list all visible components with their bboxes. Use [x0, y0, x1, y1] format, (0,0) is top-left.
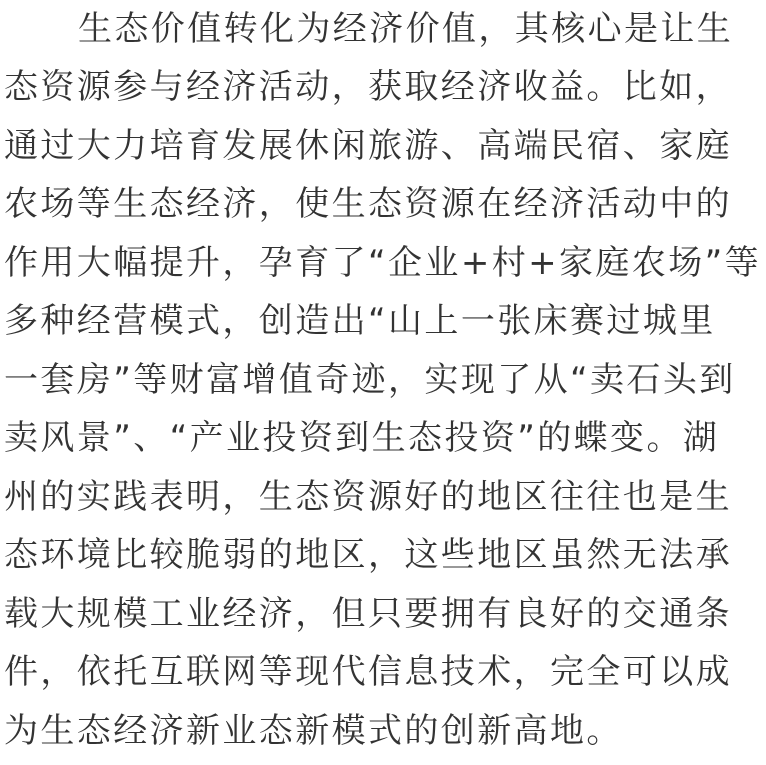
paragraph-line: 载大规模工业经济，但只要拥有良好的交通条 [4, 594, 732, 634]
paragraph-line: 一套房”等财富增值奇迹，实现了从“卖石头到 [4, 360, 736, 400]
paragraph-line: 州的实践表明，生态资源好的地区往往也是生 [4, 477, 732, 517]
paragraph-line: 卖风景”、“产业投资到生态投资”的蝶变。湖 [4, 418, 720, 458]
paragraph-line: 态资源参与经济活动，获取经济收益。比如， [4, 67, 732, 107]
paragraph-line: 作用大幅提升，孕育了“企业+村+家庭农场”等 [4, 243, 762, 283]
paragraph-line: 态环境比较脆弱的地区，这些地区虽然无法承 [4, 535, 732, 575]
paragraph-line: 为生态经济新业态新模式的创新高地。 [4, 711, 623, 751]
paragraph-line: 多种经营模式，创造出“山上一张床赛过城里 [4, 301, 716, 341]
paragraph-line: 农场等生态经济，使生态资源在经济活动中的 [4, 184, 732, 224]
paragraph-line: 生态价值转化为经济价值，其核心是让生 [78, 9, 734, 49]
paragraph-line: 通过大力培育发展休闲旅游、高端民宿、家庭 [4, 126, 732, 166]
paragraph-line: 件，依托互联网等现代信息技术，完全可以成 [4, 652, 732, 692]
